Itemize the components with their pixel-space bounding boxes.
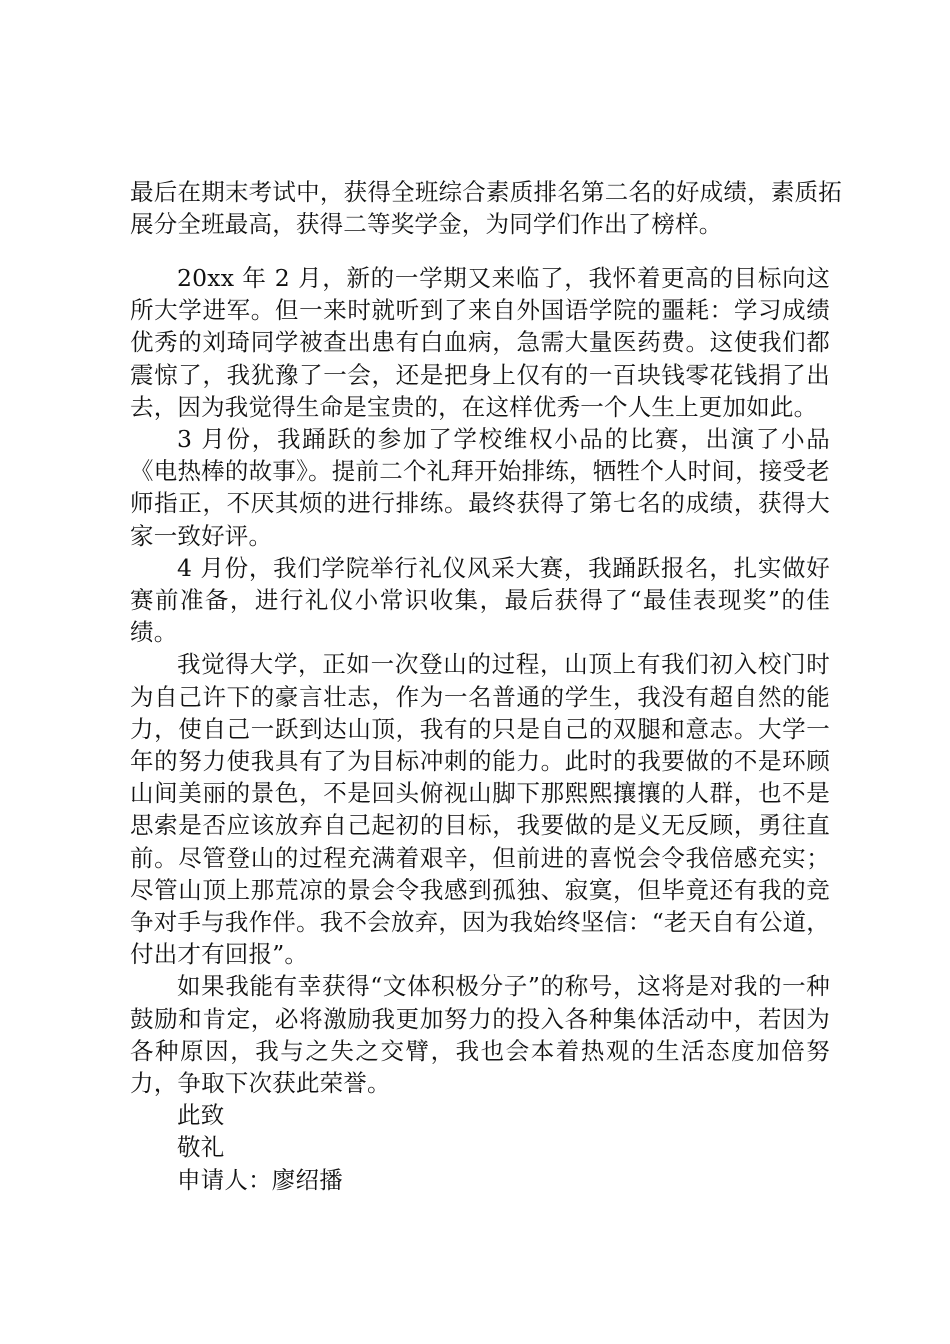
paragraph-march: 3 月份，我踊跃的参加了学校维权小品的比赛，出演了小品《电热棒的故事》。提前二个礼拜开始排练，牺牲个人时间，接受老师指正，不厌其烦的进行排练。最终获得了第七名的成绩，获得大家一致好评。 (130, 425, 830, 550)
paragraph-intro-continuation: 最后在期末考试中，获得全班综合素质排名第二名的好成绩，素质拓展分全班最高，获得二等奖学金，为同学们作出了榜样。 (130, 178, 842, 239)
paragraph-group-top (130, 176, 842, 240)
signature-line: 申请人：廖绍播 (177, 1165, 343, 1194)
paragraph-april: 4 月份，我们学院举行礼仪风采大赛，我踊跃报名，扎实做好赛前准备，进行礼仪小常识收集，最后获得了“最佳表现奖”的佳绩。 (130, 553, 830, 647)
closing-regards: 敬礼 (177, 1133, 225, 1162)
paragraph-reflection: 我觉得大学，正如一次登山的过程，山顶上有我们初入校门时为自己许下的豪言壮志，作为一名普通的学生，我没有超自然的能力，使自己一跃到达山顶，我有的只是自己的双腿和意志。大学一年的努力使我具有了为目标冲刺的能力。此时的我要做的不是环顾山间美丽的景色，不是回头俯视山脚下那熙熙攘攘的人群，也不是思索是否应该放弃自己起初的目标，我要做的是义无反顾，勇往直前。尽管登山的过程充满着艰辛，但前进的喜悦会令我倍感充实；尽管山顶上那荒凉的景会令我感到孤独、寂寞，但毕竟还有我的竞争对手与我作伴。我不会放弃，因为我始终坚信：“老天自有公道，付出才有回报”。 (130, 650, 830, 969)
paragraph-february: 20xx 年 2 月，新的一学期又来临了，我怀着更高的目标向这所大学进军。但一来时就听到了来自外国语学院的噩耗：学习成绩优秀的刘琦同学被查出患有白血病，急需大量医药费。这使我们都震惊了，我犹豫了一会，还是把身上仅有的一百块钱零花钱捐了出去，因为我觉得生命是宝贵的，在这样优秀一个人生上更加如此。 (130, 264, 830, 421)
closing-block (130, 1099, 830, 1196)
paragraph-conclusion: 如果我能有幸获得“文体积极分子”的称号，这将是对我的一种鼓励和肯定，必将激励我更加努力的投入各种集体活动中，若因为各种原因，我与之失之交臂，我也会本着热观的生活态度加倍努力，争取下次获此荣誉。 (130, 972, 830, 1098)
closing-salutation: 此致 (177, 1101, 225, 1130)
document-page (130, 0, 842, 1344)
paragraph-group-main (130, 262, 830, 1196)
